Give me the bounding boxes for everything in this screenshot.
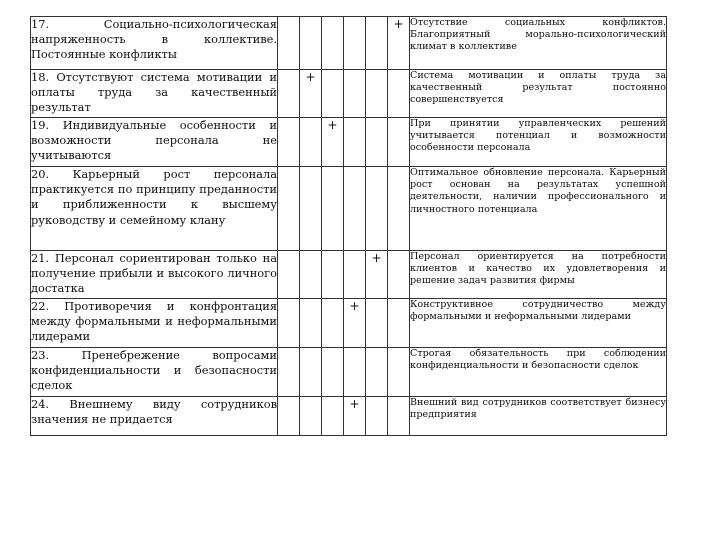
score-cell (344, 397, 366, 436)
problem-cell: 22. Противоречия и конфронтация между формальными и неформальными лидерами (31, 299, 278, 348)
table-row (31, 118, 667, 167)
score-cell (388, 70, 410, 118)
score-cell (366, 118, 388, 167)
score-cell (322, 251, 344, 299)
score-cell (300, 167, 322, 251)
score-mark: + (305, 70, 316, 84)
score-cell (344, 251, 366, 299)
score-mark: + (349, 299, 360, 313)
score-cell (366, 397, 388, 436)
score-cell (388, 17, 410, 70)
solution-cell: При принятии управленческих решений учитывается потенциал и возможности особенности персонала (410, 118, 667, 167)
score-cell (300, 397, 322, 436)
problem-cell: 17. Социально-психологическая напряженность в коллективе. Постоянные конфликты (31, 17, 278, 70)
solution-cell: Отсутствие социальных конфликтов. Благоприятный морально-психологический климат в коллективе (410, 17, 667, 70)
score-cell (344, 17, 366, 70)
table-row (31, 397, 667, 436)
problem-cell: 23. Пренебрежение вопросами конфиденциальности и безопасности сделок (31, 348, 278, 397)
score-cell (388, 299, 410, 348)
table-row (31, 251, 667, 299)
score-cell (322, 70, 344, 118)
score-cell (278, 299, 300, 348)
solution-cell: Система мотивации и оплаты труда за качественный результат постоянно совершенствуется (410, 70, 667, 118)
score-cell (366, 251, 388, 299)
score-cell (278, 397, 300, 436)
score-cell (300, 118, 322, 167)
score-cell (366, 167, 388, 251)
score-cell (300, 70, 322, 118)
solution-cell: Персонал ориентируется на потребности клиентов и качество их удовлетворения и решение задач развития фирмы (410, 251, 667, 299)
score-cell (322, 17, 344, 70)
score-cell (344, 348, 366, 397)
solution-cell: Конструктивное сотрудничество между формальными и неформальными лидерами (410, 299, 667, 348)
score-cell (366, 17, 388, 70)
score-cell (366, 299, 388, 348)
score-cell (300, 17, 322, 70)
score-cell (344, 70, 366, 118)
score-mark: + (393, 17, 404, 31)
score-cell (388, 118, 410, 167)
score-cell (278, 118, 300, 167)
score-mark: + (371, 251, 382, 265)
table-row (31, 70, 667, 118)
score-cell (388, 348, 410, 397)
table-row (31, 167, 667, 251)
problem-cell: 18. Отсутствуют система мотивации и оплаты труда за качественный результат (31, 70, 278, 118)
score-cell (278, 348, 300, 397)
table-row (31, 299, 667, 348)
score-cell (322, 299, 344, 348)
score-cell (366, 348, 388, 397)
score-mark: + (349, 397, 360, 411)
solution-cell: Внешний вид сотрудников соответствует бизнесу предприятия (410, 397, 667, 436)
score-cell (344, 167, 366, 251)
problem-cell: 20. Карьерный рост персонала практикуется по принципу преданности и приближенности к высшему руководству и семейному клану (31, 167, 278, 251)
score-mark: + (327, 118, 338, 132)
score-cell (278, 17, 300, 70)
score-cell (300, 299, 322, 348)
solution-cell: Строгая обязательность при соблюдении конфиденциальности и безопасности сделок (410, 348, 667, 397)
score-cell (322, 348, 344, 397)
score-cell (388, 251, 410, 299)
solution-cell: Оптимальное обновление персонала. Карьерный рост основан на результатах успешной деятельности, наличии профессионального и личностного потенциала (410, 167, 667, 251)
table-row (31, 17, 667, 70)
table-body (31, 17, 667, 436)
score-cell (278, 167, 300, 251)
score-cell (278, 70, 300, 118)
score-cell (300, 348, 322, 397)
score-cell (388, 167, 410, 251)
score-cell (344, 299, 366, 348)
score-cell (278, 251, 300, 299)
score-cell (388, 397, 410, 436)
problem-cell: 21. Персонал сориентирован только на получение прибыли и высокого личного достатка (31, 251, 278, 299)
score-cell (344, 118, 366, 167)
score-cell (322, 118, 344, 167)
assessment-table (30, 16, 667, 436)
score-cell (322, 397, 344, 436)
score-cell (300, 251, 322, 299)
problem-cell: 24. Внешнему виду сотрудников значения не придается (31, 397, 278, 436)
score-cell (366, 70, 388, 118)
score-cell (322, 167, 344, 251)
problem-cell: 19. Индивидуальные особенности и возможности персонала не учитываются (31, 118, 278, 167)
table-row (31, 348, 667, 397)
